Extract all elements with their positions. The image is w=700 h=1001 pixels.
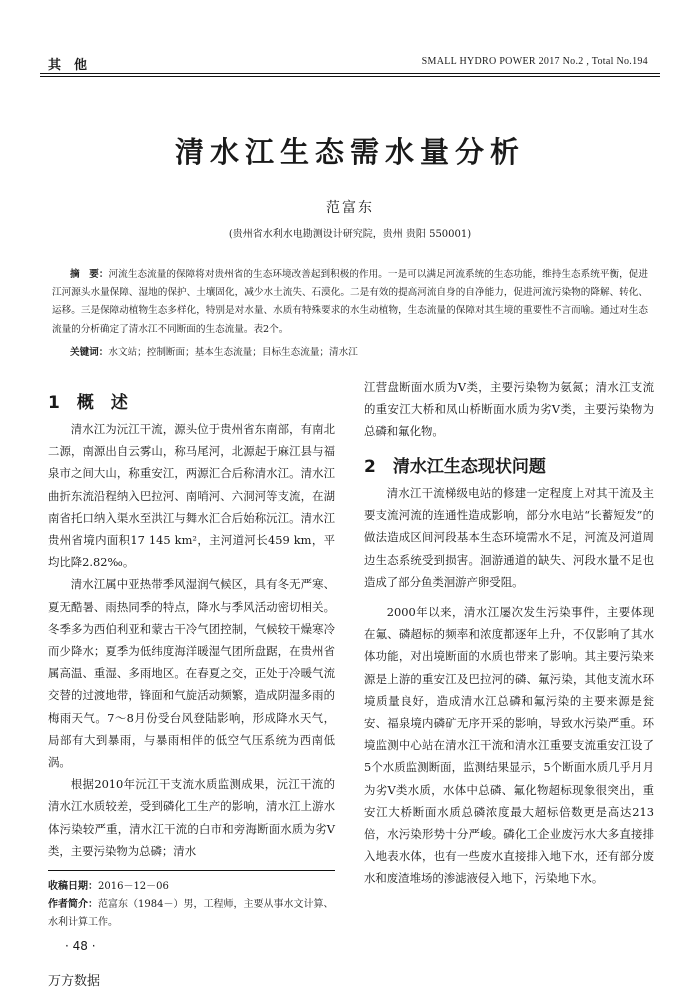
- paper-title: 清水江生态需水量分析: [174, 135, 525, 169]
- abstract: [52, 266, 648, 339]
- footnote-rule: [48, 870, 335, 871]
- author-intro-text: 范富东（1984－）男，工程师，主要从事水文计算、水利计算工作。: [48, 899, 334, 928]
- section-2-heading: 2 清水江生态现状问题: [364, 457, 546, 477]
- abstract-label: 摘 要：: [70, 269, 109, 280]
- s1-paragraph-3-continued: 江营盘断面水质为Ⅴ类，主要污染物为氨氮；清水江支流的重安江大桥和凤山桥断面水质为劣Ⅴ类，主要污染物为总磷和氟化物。: [364, 380, 654, 439]
- watermark: 万方数据: [48, 974, 101, 989]
- s1-paragraph-3: 根据2010年沅江干支流水质监测成果，沅江干流的清水江水质较差，受到磷化工生产的影响，清水江上游水体污染较严重，清水江干流的白市和旁海断面水质为劣Ⅴ类，主要污染物为总磷；清水: [48, 777, 335, 858]
- right-column-body: [364, 482, 654, 890]
- footnote: [48, 878, 338, 932]
- left-column-body: [48, 418, 335, 862]
- right-column-body-top: [364, 376, 654, 443]
- s2-paragraph-1: 清水江干流梯级电站的修建一定程度上对其干流及主要支流河流的连通性造成影响，部分水电站“长蓄短发”的做法造成区间河段基本生态环境需水不足，河流及河道周边生态系统受到损害。洄游通道的缺失、河段水量不足也造成了部分鱼类洄游产卵受阻。: [364, 486, 654, 589]
- s1-paragraph-1: 清水江为沅江干流，源头位于贵州省东南部，有南北二源，南源出自云雾山，称马尾河，北源起于麻江县与福泉市之间大山，称重安江，两源汇合后称清水江。清水江曲折东流沿程纳入巴拉河、南哨河、六洞河等支流，在湖南省托口纳入渠水至洪江与舞水汇合后始称沅江。清水江贵州省境内面积17 145 km²，主河道河长459 km，平均比降2.82‰。: [48, 422, 335, 570]
- page-number: · 48 ·: [65, 939, 96, 953]
- author-affiliation: (贵州省水利水电勘测设计研究院，贵州 贵阳 550001): [228, 229, 472, 240]
- received-date: [48, 878, 338, 896]
- keywords-label: 关键词：: [70, 347, 109, 358]
- header-journal-info: SMALL HYDRO POWER 2017 No.2 , Total No.194: [421, 56, 648, 67]
- author-intro-label: 作者简介：: [48, 899, 98, 910]
- header-rule-thin: [40, 76, 660, 77]
- received-value: 2016－12－06: [98, 881, 169, 892]
- header-rule-thick: [40, 73, 660, 74]
- author-name: 范富东: [326, 200, 374, 216]
- received-label: 收稿日期：: [48, 881, 98, 892]
- s2-paragraph-2: 2000年以来，清水江屡次发生污染事件，主要体现在氟、磷超标的频率和浓度都逐年上升，不仅影响了其水体功能，对出境断面的水质也带来了影响。其主要污染来源是上游的重安江及巴拉河的磷、氟污染，其他支流水环境质量良好，造成清水江总磷和氟污染的主要来源是瓮安、福泉境内磷矿无序开采的影响，导致水污染严重。环境监测中心站在清水江干流和清水江重要支流重安江设了5个水质监测断面，监测结果显示，5个断面水质几乎月月为劣Ⅴ类水质，水体中总磷、氟化物超标现象很突出，重安江大桥断面水质总磷浓度最大超标倍数更是高达213倍，水污染形势十分严峻。磷化工企业废污水大多直接排入地表水体，也有一些废水直接排入地下水，还有部分废水和废渣堆场的渗滤液侵入地下，污染地下水。: [364, 605, 654, 886]
- author-intro: [48, 896, 338, 932]
- keywords-text: 水文站；控制断面；基本生态流量；目标生态流量；清水江: [108, 347, 358, 358]
- abstract-text: 河流生态流量的保障将对贵州省的生态环境改善起到积极的作用。一是可以满足河流系统的生态功能，维持生态系统平衡，促进江河源头水量保障、湿地的保护、土壤固化，减少水土流失、石漠化。二是有效的提高河流自身的自净能力，促进河流污染物的降解、转化、运移。三是保障动植物生态多样化，特别是对水量、水质有特殊要求的水生动植物，生态流量的保障对其生境的重要性不言而喻。通过对生态流量的分析确定了清水江不同断面的生态流量。表2个。: [52, 269, 649, 335]
- keywords: [70, 344, 650, 358]
- s1-paragraph-2: 清水江属中亚热带季风湿润气候区，具有冬无严寒、夏无酷暑、雨热同季的特点，降水与季风活动密切相关。冬季多为西伯利亚和蒙古干冷气团控制，气候较干燥寒冷而少降水；夏季为低纬度海洋暖湿气团所盘踞，在贵州省属高温、重湿、多雨地区。在春夏之交，正处于冷暖气流交替的过渡地带，锋面和气旋活动频繁，造成阴湿多雨的梅雨天气。7～8月份受台风登陆影响，形成降水天气，局部有大到暴雨，与暴雨相伴的低空气压系统为西南低涡。: [48, 577, 335, 770]
- header-section-label: 其 他: [48, 58, 88, 73]
- section-1-heading: 1 概 述: [48, 393, 128, 413]
